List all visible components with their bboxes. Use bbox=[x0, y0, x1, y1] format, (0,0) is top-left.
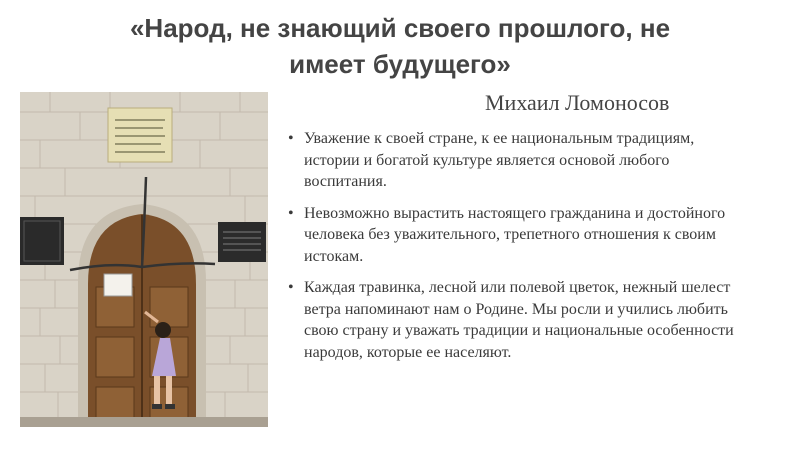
bullet-text: Невозможно вырастить настоящего гражданина и достойного человека без уважительного, трепетного отношения к своим истокам. bbox=[304, 204, 726, 265]
bullet-list bbox=[288, 128, 748, 373]
bullet-marker: • bbox=[288, 204, 294, 222]
bullet-item bbox=[288, 203, 748, 268]
bullet-marker: • bbox=[288, 279, 294, 296]
quote-author: Михаил Ломоносов bbox=[485, 90, 670, 115]
bullet-text: Каждая травинка, лесной или полевой цветок, нежный шелест ветра напоминают нам о Родине. Мы росли и учились любить свою страну и уважать традиции и национальные особенности народов, которые ее населяют. bbox=[304, 279, 734, 361]
slide-title bbox=[40, 10, 760, 82]
bullet-marker: • bbox=[288, 130, 294, 147]
bullet-item bbox=[288, 277, 748, 363]
bullet-text: Уважение к своей стране, к ее национальным традициям, истории и богатой культуре является основой любого воспитания. bbox=[304, 130, 695, 190]
bullet-item bbox=[288, 128, 748, 193]
title-line-1: «Народ, не знающий своего прошлого, не bbox=[129, 13, 671, 43]
photo-illustration bbox=[20, 92, 268, 427]
photo-girl-at-old-door bbox=[20, 92, 268, 427]
title-line-2: имеет будущего» bbox=[289, 49, 511, 79]
